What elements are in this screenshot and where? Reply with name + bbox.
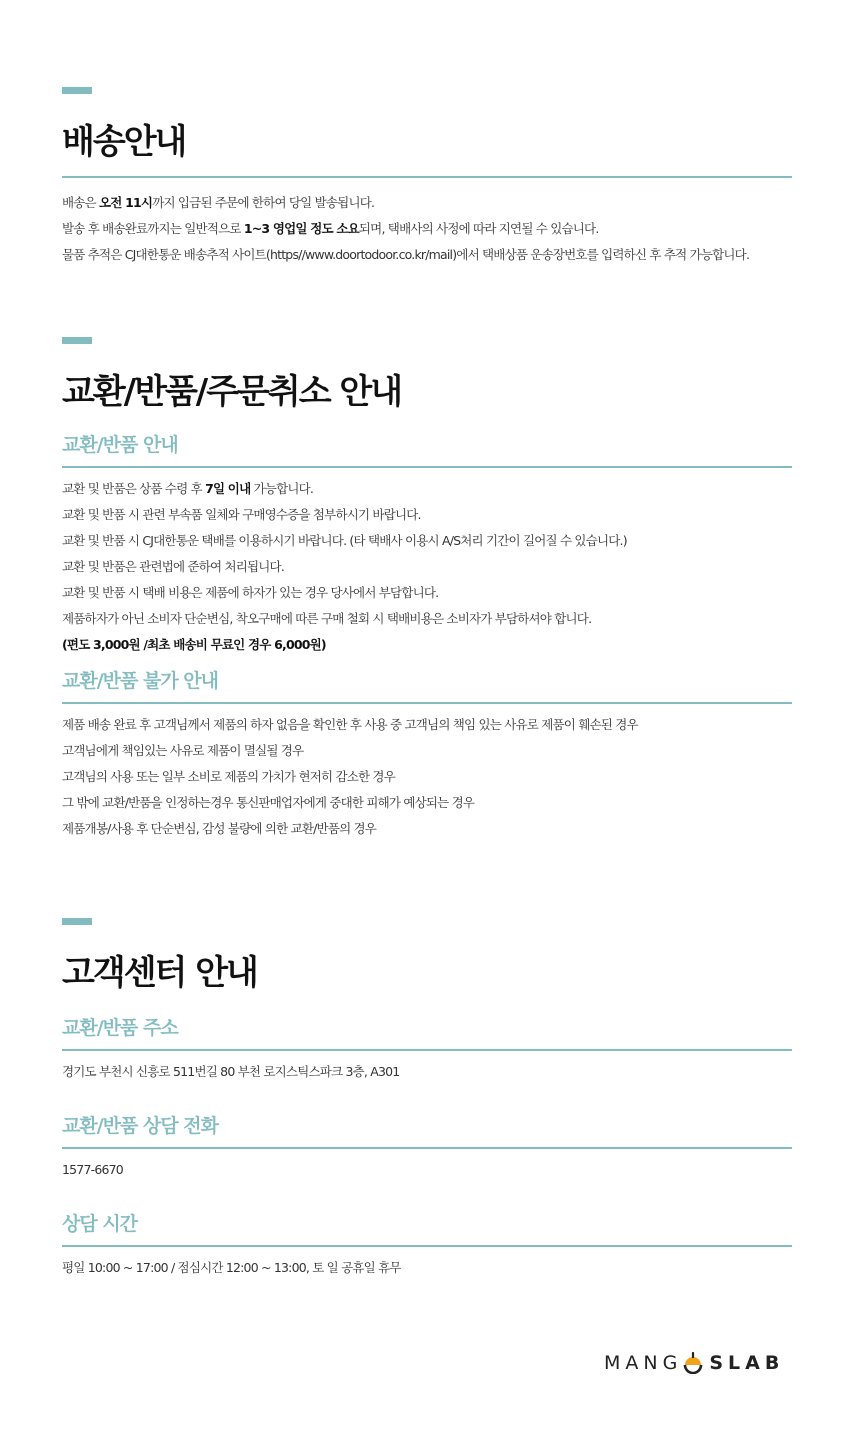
- phone-block: [62, 1113, 792, 1183]
- mango-logo-icon: [682, 1352, 704, 1374]
- exchange-guide-line: 교환 및 반품 시 택배 비용은 제품에 하자가 있는 경우 당사에서 부담합니다.: [62, 585, 439, 600]
- exchange-guide-line: 교환 및 반품은 상품 수령 후 7일 이내 가능합니다.: [62, 481, 314, 496]
- shipping-section: [62, 87, 792, 268]
- exchange-title: 교환/반품/주문취소 안내: [62, 372, 402, 412]
- hours-list: [62, 1255, 792, 1281]
- shipping-info-list: [62, 190, 792, 268]
- customer-center-accent-bar: [62, 918, 92, 925]
- phone-list: [62, 1157, 792, 1183]
- phone-title: 교환/반품 상담 전화: [62, 1115, 219, 1137]
- phone-divider: [62, 1147, 792, 1149]
- address-block: [62, 1015, 792, 1085]
- brand-logo-text-slab: SLAB: [709, 1352, 785, 1374]
- exchange-guide-line: 교환 및 반품 시 관련 부속품 일체와 구매영수증을 첨부하시기 바랍니다.: [62, 507, 421, 522]
- exchange-refusal-divider: [62, 702, 792, 704]
- exchange-refusal-list: [62, 712, 792, 842]
- address-list: [62, 1059, 792, 1085]
- brand-logo: [604, 1350, 784, 1376]
- exchange-accent-bar: [62, 337, 92, 344]
- hours-value: 평일 10:00 ~ 17:00 / 점심시간 12:00 ~ 13:00, 토 일 공휴일 휴무: [62, 1260, 401, 1275]
- exchange-guide-title: 교환/반품 안내: [62, 434, 178, 456]
- exchange-refusal-block: [62, 668, 792, 842]
- exchange-refusal-line: 제품개봉/사용 후 단순변심, 감성 불량에 의한 교환/반품의 경우: [62, 821, 377, 836]
- hours-divider: [62, 1245, 792, 1247]
- shipping-accent-bar: [62, 87, 92, 94]
- exchange-refusal-line: 그 밖에 교환/반품을 인정하는경우 통신판매업자에게 중대한 피해가 예상되는 경우: [62, 795, 475, 810]
- address-divider: [62, 1049, 792, 1051]
- address-value: 경기도 부천시 신흥로 511번길 80 부천 로지스틱스파크 3층, A301: [62, 1064, 400, 1079]
- customer-center-section: [62, 918, 792, 1281]
- exchange-refusal-title: 교환/반품 불가 안내: [62, 670, 219, 692]
- exchange-refusal-line: 제품 배송 완료 후 고객님께서 제품의 하자 없음을 확인한 후 사용 중 고객님의 책임 있는 사유로 제품이 훼손된 경우: [62, 717, 638, 732]
- exchange-refusal-line: 고객님에게 책임있는 사유로 제품이 멸실될 경우: [62, 743, 304, 758]
- address-title: 교환/반품 주소: [62, 1017, 178, 1039]
- shipping-title: 배송안내: [62, 122, 186, 162]
- exchange-guide-line: 교환 및 반품은 관련법에 준하여 처리됩니다.: [62, 559, 284, 574]
- exchange-guide-list: [62, 476, 792, 658]
- shipping-line: 물품 추적은 CJ대한통운 배송추적 사이트(https//www.doortodoor.co.kr/mail)에서 택배상품 운송장번호를 입력하신 후 추적 가능합니다.: [62, 247, 750, 262]
- exchange-guide-divider: [62, 466, 792, 468]
- exchange-guide-line: (편도 3,000원 /최초 배송비 무료인 경우 6,000원): [62, 637, 326, 652]
- exchange-refusal-line: 고객님의 사용 또는 일부 소비로 제품의 가치가 현저히 감소한 경우: [62, 769, 395, 784]
- exchange-guide-block: [62, 432, 792, 658]
- shipping-title-divider: [62, 176, 792, 178]
- shipping-line: 배송은 오전 11시까지 입금된 주문에 한하여 당일 발송됩니다.: [62, 195, 375, 210]
- hours-block: [62, 1211, 792, 1281]
- shipping-line: 발송 후 배송완료까지는 일반적으로 1~3 영업일 정도 소요되며, 택배사의 사정에 따라 지연될 수 있습니다.: [62, 221, 599, 236]
- hours-title: 상담 시간: [62, 1213, 138, 1235]
- exchange-guide-line: 제품하자가 아닌 소비자 단순변심, 착오구매에 따른 구매 철회 시 택배비용은 소비자가 부담하셔야 합니다.: [62, 611, 592, 626]
- exchange-guide-line: 교환 및 반품 시 CJ대한통운 택배를 이용하시기 바랍니다. (타 택배사 이용시 A/S처리 기간이 길어질 수 있습니다.): [62, 533, 627, 548]
- phone-value: 1577-6670: [62, 1162, 123, 1177]
- exchange-section: [62, 337, 792, 842]
- brand-logo-text-mang: MANG: [604, 1352, 683, 1374]
- customer-center-title: 고객센터 안내: [62, 953, 257, 993]
